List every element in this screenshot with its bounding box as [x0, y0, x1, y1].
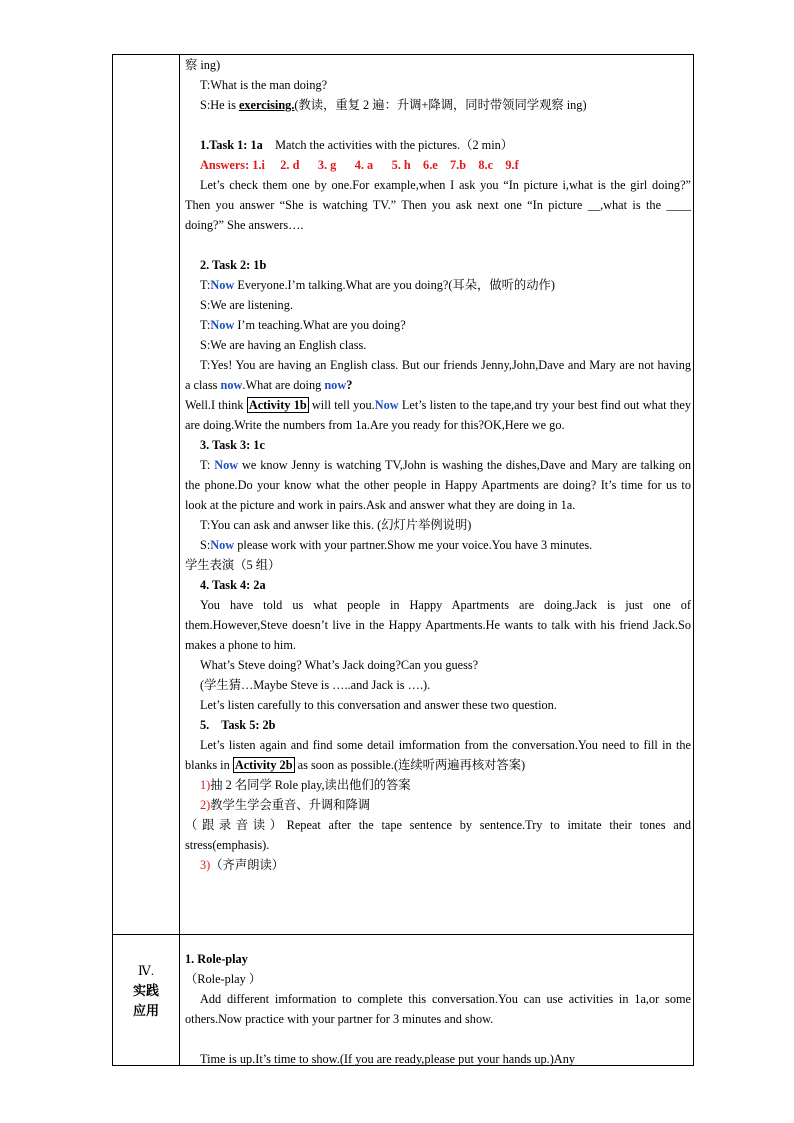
- activity-1b-box: Activity 1b: [248, 398, 307, 412]
- text-paragraph: T: Now we know Jenny is watching TV,John is washing the dishes,Dave and Mary are talking on the phone.Do your know what the other people in Happy Apartments are doing? It’s time for us to look at the picture and work in pairs.Ask and answer what they are doing in 1a.: [185, 458, 691, 512]
- roleplay-title: 1. Role-play: [185, 952, 248, 966]
- text-line: T:Now Everyone.I’m talking.What are you doing?(耳朵，做听的动作): [200, 278, 555, 292]
- text-paragraph: Let’s check them one by one.For example,when I ask you “In picture i,what is the girl doing?” Then you answer “She is watching TV.” Then you ask next one “In picture __,what is the ____ doing?” She answers….: [185, 178, 691, 232]
- section-title-line1: 实践: [132, 983, 159, 998]
- text-line: T:Now I’m teaching.What are you doing?: [200, 318, 406, 332]
- text-paragraph: Well.I think Activity 1b will tell you.Now Let’s listen to the tape,and try your best find out what they are doing.Write the numbers from 1a.Are you ready for this?OK,Here we go.: [185, 398, 691, 432]
- text-line: S:We are having an English class.: [200, 338, 367, 352]
- text-line: Let’s listen carefully to this conversation and answer these two question.: [200, 698, 557, 712]
- section-title-line2: 应用: [132, 1003, 159, 1018]
- keyword-now: Now: [210, 318, 235, 332]
- keyword-now: Now: [374, 398, 399, 412]
- text-line: T:You can ask and anwser like this. (幻灯片举例说明): [200, 518, 472, 532]
- roleplay-subtitle: （Role-play ）: [185, 972, 262, 986]
- keyword-now: Now: [214, 458, 239, 472]
- section-label: [113, 961, 179, 1021]
- text-line: 1)抽 2 名同学 Role play,读出他们的答案: [200, 778, 411, 792]
- answers-line: Answers: 1.i 2. d 3. g 4. a 5. h 6.e 7.b 8.c 9.f: [200, 158, 519, 172]
- text-paragraph: Let’s listen again and find some detail imformation from the conversation.You need to fill in the blanks in Activity 2b as soon as possible.(连续听两遍再核对答案): [185, 738, 691, 772]
- text-line: T:What is the man doing?: [200, 78, 328, 92]
- text-paragraph: （跟录音读）Repeat after the tape sentence by sentence.Try to imitate their tones and stress(emphasis).: [185, 818, 691, 852]
- text-paragraph: Time is up.It’s time to show.(If you are ready,please put your hands up.)Any: [200, 1052, 575, 1066]
- text-line: 3)（齐声朗读）: [200, 858, 285, 872]
- text-paragraph: You have told us what people in Happy Apartments are doing.Jack is just one of them.However,Steve doesn’t live in the Happy Apartments.He wants to talk with his friend Jack.So makes a phone to him.: [185, 598, 691, 652]
- text-line: (学生猜…Maybe Steve is …..and Jack is ….).: [200, 678, 431, 692]
- text-line: S:Now please work with your partner.Show me your voice.You have 3 minutes.: [200, 538, 593, 552]
- task1-line: 1.Task 1: 1a Match the activities with the pictures.（2 min）: [200, 138, 514, 152]
- task5-title: 5. Task 5: 2b: [200, 718, 276, 732]
- column-divider: [179, 55, 180, 1065]
- practice-cell: [185, 949, 691, 1069]
- lesson-plan-table: [112, 54, 694, 1066]
- keyword-now: now: [220, 378, 243, 392]
- text-line: 学生表演（5 组）: [185, 558, 281, 572]
- keyword-now: Now: [210, 278, 235, 292]
- text-line: 察 ing): [185, 58, 221, 72]
- text-line: 2)教学生学会重音、升调和降调: [200, 798, 371, 812]
- keyword-exercising: exercising.: [238, 98, 295, 112]
- procedure-cell: [185, 55, 691, 875]
- row-divider: [113, 934, 693, 935]
- text-line: S:We are listening.: [200, 298, 293, 312]
- text-line: S:He is exercising.(教读，重复 2 遍：升调+降调，同时带领同学观察 ing): [200, 98, 587, 112]
- task2-title: 2. Task 2: 1b: [200, 258, 267, 272]
- task3-title: 3. Task 3: 1c: [200, 438, 265, 452]
- text-paragraph: T:Yes! You are having an English class. But our friends Jenny,John,Dave and Mary are not having a class now.What are doing now?: [185, 358, 691, 392]
- section-number: Ⅳ.: [137, 963, 155, 978]
- keyword-now: Now: [210, 538, 235, 552]
- text-paragraph: Add different imformation to complete this conversation.You can use activities in 1a,or some others.Now practice with your partner for 3 minutes and show.: [185, 992, 691, 1026]
- activity-2b-box: Activity 2b: [234, 758, 293, 772]
- text-line: What’s Steve doing? What’s Jack doing?Can you guess?: [200, 658, 479, 672]
- keyword-now: now: [324, 378, 347, 392]
- task4-title: 4. Task 4: 2a: [200, 578, 266, 592]
- task1-title: 1.Task 1: 1a: [200, 138, 263, 152]
